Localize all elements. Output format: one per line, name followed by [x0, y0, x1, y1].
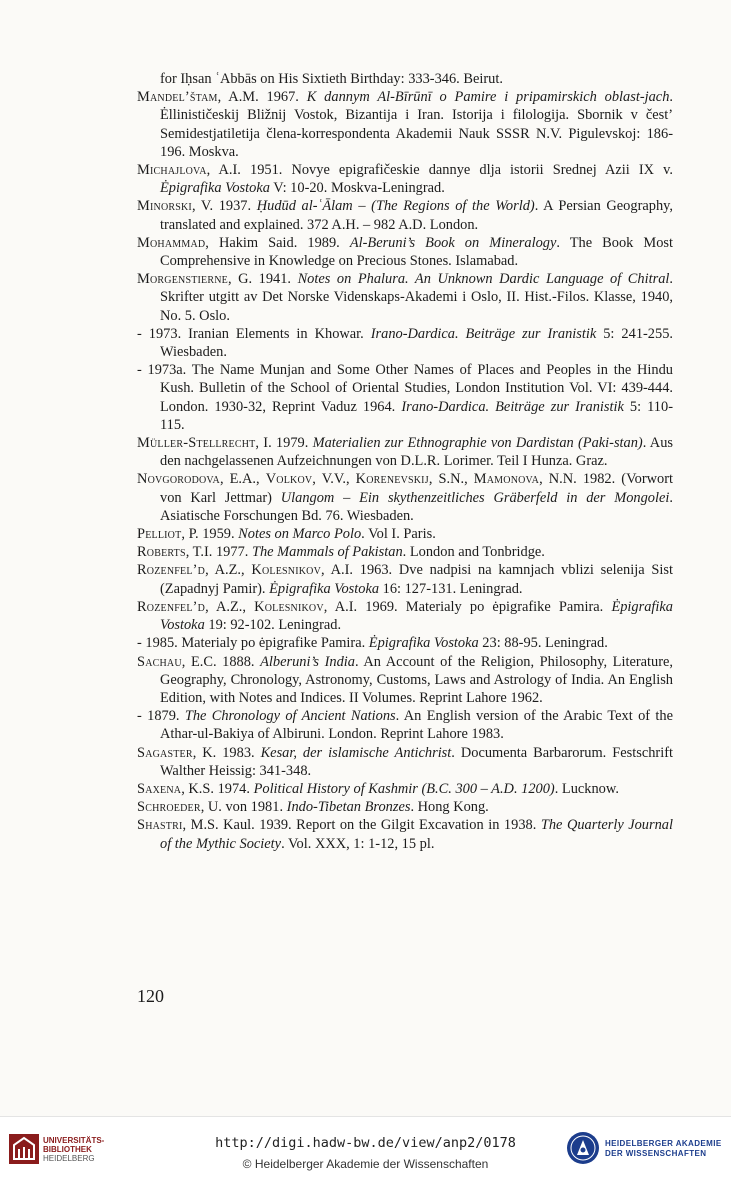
author-name: Mohammad [137, 234, 206, 251]
work-title: Ėpigrafika Vostoka [160, 598, 673, 634]
reference-text: , A.I. 1963. Dve nadpisi na kamnjach vblizi selenija Sist (Zapadnyj Pamir). [160, 562, 673, 597]
work-title: Materialien zur Ethnographie von Dardistan (Paki-stan) [312, 435, 643, 452]
author-name: Shastri [137, 817, 183, 834]
reference-text: . Vol. XXX, 1: 1-12, 15 pl. [281, 835, 435, 852]
reference-text: . Lucknow. [554, 780, 619, 797]
work-title: Al-Beruni’s Book on Mineralogy [349, 234, 557, 251]
page-number: 120 [137, 986, 164, 1006]
academy-seal-icon[interactable] [566, 1131, 600, 1165]
reference-entry [137, 653, 673, 708]
author-name: Morgenstierne [137, 271, 228, 288]
work-title: Irano-Dardica. Beiträge zur Iranistik [401, 398, 624, 415]
copyright-notice: © Heidelberger Akademie der Wissenschaften [242, 1157, 489, 1171]
author-name: Schroeder [137, 799, 201, 816]
reference-entry [137, 325, 673, 361]
work-title: Political History of Kashmir (B.C. 300 – A.D. 1200) [253, 780, 555, 797]
reference-text: , V. 1937. [191, 198, 257, 215]
reference-text: 23: 88-95. Leningrad. [478, 635, 608, 652]
author-name: Kolesnikov [254, 598, 324, 615]
reference-entry [137, 88, 673, 161]
work-title: Alberuni’s India [260, 653, 355, 670]
reference-text: . Documenta Barbarorum. Festschrift Walther Heissig: 341-348. [160, 744, 673, 779]
work-title: Kesar, der islamische Antichrist [260, 744, 452, 761]
author-name: Pelliot [137, 526, 182, 543]
reference-text: . An English version of the Arabic Text of the Athar-ul-Bakiya of Albiruni. London. Reprint Lahore 1983. [160, 708, 673, 743]
author-name: Mamonova [473, 471, 540, 488]
reference-entry [137, 707, 673, 743]
reference-text: , G. 1941. [227, 271, 298, 288]
reference-text: , A.Z., [205, 562, 252, 579]
reference-text: - 1973a. The Name Munjan and Some Other Names of Places and Peoples in the Hindu Kush. Bulletin of the School of Oriental Studies, London Institution Vol. VI: 439-444. London. 1930-32, Reprint Vaduz 1964. [137, 362, 673, 415]
reference-entry [137, 816, 673, 852]
ub-line-2: BIBLIOTHEK [43, 1145, 92, 1154]
reference-text: . London and Tonbridge. [402, 544, 545, 561]
reference-text: , E.C. 1888. [181, 653, 261, 670]
reference-text: . Skrifter utgitt av Det Norske Videnskaps-Akademi i Oslo, II. Hist.-Filos. Klasse, 1940, No. 5. Oslo. [160, 271, 673, 324]
reference-text: . Hong Kong. [410, 799, 489, 816]
reference-text: . A Persian Geography, translated and explained. 372 A.H. – 982 A.D. London. [160, 198, 674, 233]
reference-text: . Ėllinističeskij Bližnij Vostok, Bizantija i Iran. Istorija i filologija. Sbornik v čest’ Semidestjatiletija člena-korrespondenta Akademii Nauk SSSR N.V. Pigulevskoj: 186-196. Moskva. [160, 89, 674, 160]
author-name: Minorski [137, 198, 192, 215]
work-title: The Mammals of Pakistan [251, 544, 403, 561]
reference-text: , K.S. 1974. [181, 780, 254, 797]
reference-entry [137, 70, 673, 88]
bibliography-list [137, 70, 673, 853]
author-name: Saxena [137, 780, 182, 797]
reference-text: , A.Z., [205, 598, 255, 615]
reference-entry [137, 270, 673, 325]
reference-entry [137, 598, 673, 634]
reference-entry [137, 543, 673, 561]
reference-text: - 1985. Materialy po ėpigrafike Pamira. [137, 635, 369, 652]
reference-text: , A.I. 1951. Novye epigrafičeskie dannye dlja istorii Srednej Azii IX v. [206, 162, 673, 179]
reference-text: . The Book Most Comprehensive in Knowledge on Precious Stones. Islamabad. [160, 234, 673, 270]
reference-text: , I. 1979. [255, 435, 313, 452]
permalink-url[interactable]: http://digi.hadw-bw.de/view/anp2/0178 [215, 1135, 516, 1151]
reference-text: . Vol I. Paris. [361, 526, 436, 543]
reference-text: - 1879. [137, 708, 185, 725]
author-name: Mandel’štam [137, 89, 218, 106]
hadw-line-2: DER WISSENSCHAFTEN [605, 1149, 707, 1158]
ub-line-3: HEIDELBERG [43, 1154, 95, 1163]
work-title: Ḥudūd al-ʿĀlam – (The Regions of the World) [256, 198, 535, 215]
reference-text: . Aus den nachgelassenen Aufzeichnungen von D.L.R. Lorimer. Teil I Hunza. Graz. [160, 435, 673, 470]
reference-text: , A.M. 1967. [217, 89, 307, 106]
reference-entry [137, 161, 673, 197]
work-title: Ėpigrafika Vostoka [368, 635, 479, 652]
author-name: Kolesnikov [251, 562, 322, 579]
reference-text: for Iḥsan ʿAbbās on His Sixtieth Birthday: 333-346. Beirut. [160, 71, 503, 87]
reference-text: - 1973. Iranian Elements in Khowar. [137, 325, 371, 342]
author-name: Michajlova [137, 162, 207, 179]
author-name: Sagaster [137, 744, 193, 761]
ub-line-1: UNIVERSITÄTS- [43, 1136, 105, 1145]
reference-entry [137, 470, 673, 525]
work-title: K dannym Al-Bīrūnī o Pamire i pripamirskich oblast-jach [306, 89, 670, 106]
reference-text: 5: 241-255. Wiesbaden. [160, 325, 673, 361]
reference-text: . An Account of the Religion, Philosophy, Literature, Geography, Chronology, Astronomy, Customs, Laws and Astrology of India. An English Edition, with Notes and Indices. II Volumes. Reprint Lahore 1962. [160, 653, 674, 706]
work-title: Ėpigrafika Vostoka [269, 580, 380, 597]
work-title: Notes on Marco Polo [238, 526, 362, 543]
reference-text: , T.I. 1977. [185, 544, 252, 561]
reference-text: 16: 127-131. Leningrad. [379, 580, 523, 597]
author-name: Korenevskij [355, 471, 429, 488]
author-name: Novgorodova [137, 471, 220, 488]
viewer-footer [0, 1116, 731, 1178]
reference-text: , U. von 1981. [200, 799, 287, 816]
reference-entry [137, 361, 673, 434]
reference-entry [137, 234, 673, 270]
work-title: Indo-Tibetan Bronzes [286, 799, 411, 816]
author-name: Roberts [137, 544, 186, 561]
reference-text: . Asiatische Forschungen Bd. 76. Wiesbaden. [160, 489, 673, 524]
work-title: Irano-Dardica. Beiträge zur Iranistik [370, 325, 597, 342]
author-name: Rozenfel’d [137, 562, 206, 579]
work-title: Ėpigrafika Vostoka [160, 180, 270, 197]
reference-text: , V.V., [312, 471, 356, 488]
reference-text: , E.A., [219, 471, 266, 488]
reference-entry [137, 798, 673, 816]
reference-entry [137, 434, 673, 470]
work-title: Notes on Phalura. An Unknown Dardic Language of Chitral [297, 271, 670, 288]
reference-text: , M.S. Kaul. 1939. Report on the Gilgit Excavation in 1938. [182, 817, 541, 834]
academy-name[interactable] [605, 1139, 722, 1159]
reference-entry [137, 561, 673, 597]
author-name: Sachau [137, 653, 182, 670]
reference-text: V: 10-20. Moskva-Leningrad. [269, 180, 445, 197]
work-title: Ulangom – Ein skythenzeitliches Gräberfeld in der Mongolei [280, 489, 670, 506]
hadw-line-1: HEIDELBERGER AKADEMIE [605, 1139, 722, 1148]
author-name: Müller-Stellrecht [137, 435, 256, 452]
reference-entry [137, 197, 673, 233]
reference-entry [137, 525, 673, 543]
author-name: Rozenfel’d [137, 598, 206, 615]
work-title: The Quarterly Journal of the Mythic Society [160, 817, 673, 852]
reference-entry [137, 634, 673, 652]
reference-entry [137, 744, 673, 780]
work-title: The Chronology of Ancient Nations [184, 708, 396, 725]
reference-text: , A.I. 1969. Materialy po ėpigrafike Pamira. [323, 598, 612, 615]
reference-text: 5: 110-115. [160, 398, 673, 433]
reference-text: , K. 1983. [192, 744, 261, 761]
reference-text: 19: 92-102. Leningrad. [204, 617, 342, 634]
reference-entry [137, 780, 673, 798]
reference-text: , Hakim Said. 1989. [205, 234, 350, 251]
author-name: Volkov [265, 471, 313, 488]
reference-text: , P. 1959. [181, 526, 239, 543]
reference-text: , S.N., [428, 471, 474, 488]
reference-text: , N.N. 1982. (Vorwort von Karl Jettmar) [160, 471, 673, 506]
